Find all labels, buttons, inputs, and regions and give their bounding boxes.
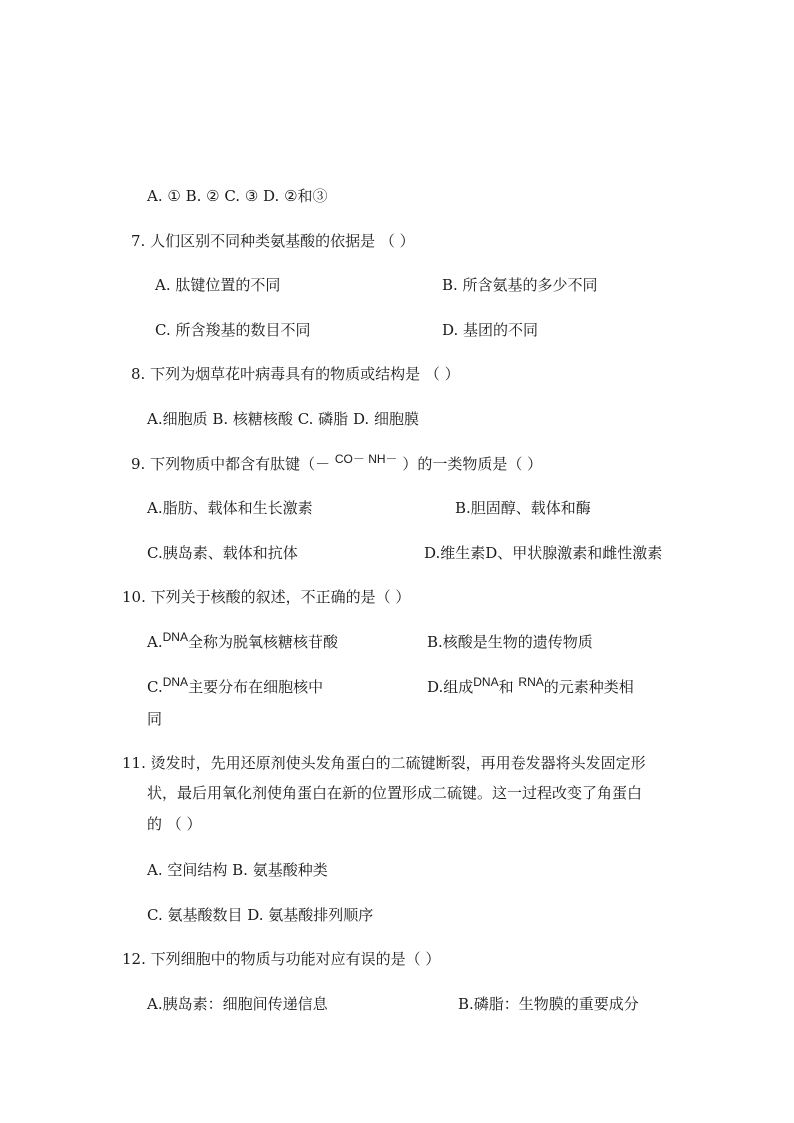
q10-option-c xyxy=(147,677,323,698)
q7-stem: 7. 人们区别不同种类氨基酸的依据是 （ ） xyxy=(131,232,415,250)
q11-stem-line1: 11. 烫发时，先用还原剂使头发角蛋白的二硫键断裂，再用卷发器将头发固定形 xyxy=(122,754,646,772)
q10-d-post: 的元素种类相 xyxy=(543,678,634,696)
q10-a-text: 全称为脱氧核糖核苷酸 xyxy=(187,633,338,651)
q10-a-letter: A. xyxy=(147,633,163,651)
q7-option-c: C. 所含羧基的数目不同 xyxy=(155,321,311,339)
q10-d-pre: D.组成 xyxy=(427,678,474,696)
q10-stem: 10. 下列关于核酸的叙述，不正确的是（ ） xyxy=(122,588,411,606)
q10-d-mid: 和 xyxy=(498,678,514,696)
q11-options-line2: C. 氨基酸数目 D. 氨基酸排列顺序 xyxy=(147,906,374,924)
q9-option-a: A.脂肪、载体和生长激素 xyxy=(147,499,313,517)
q10-c-dna: DNA xyxy=(162,675,189,689)
q11-options-line1: A. 空间结构 B. 氨基酸种类 xyxy=(147,861,328,879)
q9-stem-formula: CO－ NH－ xyxy=(334,452,398,466)
q10-option-d xyxy=(427,677,634,698)
q8-stem: 8. 下列为烟草花叶病毒具有的物质或结构是 （ ） xyxy=(131,365,460,383)
q12-option-b: B.磷脂：生物膜的重要成分 xyxy=(458,995,639,1013)
q10-option-b: B.核酸是生物的遗传物质 xyxy=(427,633,593,651)
q6-options: A. ① B. ② C. ③ D. ②和③ xyxy=(147,187,328,205)
q10-a-dna: DNA xyxy=(162,630,188,644)
q7-option-a: A. 肽键位置的不同 xyxy=(155,276,281,294)
q10-option-d-cont: 同 xyxy=(147,710,163,728)
q11-stem-line2: 状，最后用氧化剂使角蛋白在新的位置形成二硫键。这一过程改变了角蛋白 xyxy=(147,784,643,802)
q9-option-b: B.胆固醇、载体和酶 xyxy=(455,499,591,517)
q8-options: A.细胞质 B. 核糖核酸 C. 磷脂 D. 细胞膜 xyxy=(147,410,419,428)
q12-stem: 12. 下列细胞中的物质与功能对应有误的是（ ） xyxy=(122,950,441,968)
q11-stem-line3: 的 （ ） xyxy=(147,815,202,833)
q9-stem-pre: 9. 下列物质中都含有肽键（－ xyxy=(131,455,331,473)
q10-d-dna: DNA xyxy=(473,675,499,689)
q7-option-d: D. 基团的不同 xyxy=(442,321,539,339)
q9-option-c: C.胰岛素、载体和抗体 xyxy=(147,544,298,562)
q9-stem-post: ）的一类物质是（ ） xyxy=(402,455,543,473)
q10-c-text: 主要分布在细胞核中 xyxy=(188,678,324,696)
q7-option-b: B. 所含氨基的多少不同 xyxy=(442,276,598,294)
q10-option-a xyxy=(147,632,338,653)
q10-c-letter: C. xyxy=(147,678,163,696)
q10-d-rna: RNA xyxy=(518,675,544,689)
q9-stem xyxy=(131,454,542,475)
q9-option-d: D.维生素D、甲状腺激素和雌性激素 xyxy=(424,544,663,562)
q12-option-a: A.胰岛素：细胞间传递信息 xyxy=(147,995,328,1013)
